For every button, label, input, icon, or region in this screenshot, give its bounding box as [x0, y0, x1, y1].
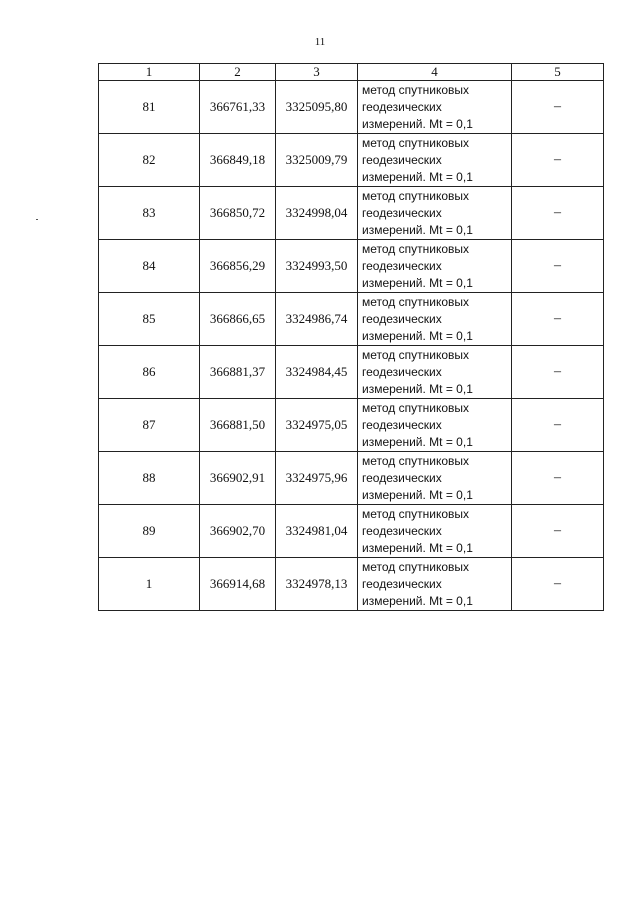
table-row	[99, 452, 604, 505]
point-number-cell: 84	[99, 240, 200, 293]
method-line: измерений. Mt = 0,1	[362, 593, 473, 608]
method-cell	[358, 240, 512, 293]
method-line: геодезических	[362, 258, 442, 273]
method-line: метод спутниковых	[362, 241, 470, 256]
table-row	[99, 505, 604, 558]
x-coordinate-cell: 366850,72	[200, 187, 276, 240]
method-line: геодезических	[362, 523, 442, 538]
note-cell: –	[512, 81, 604, 134]
note-cell: –	[512, 134, 604, 187]
method-line: измерений. Mt = 0,1	[362, 275, 473, 290]
header-note: 5	[512, 64, 604, 81]
method-line: метод спутниковых	[362, 82, 470, 97]
point-number-cell: 1	[99, 558, 200, 611]
table-row	[99, 293, 604, 346]
method-line: метод спутниковых	[362, 294, 470, 309]
method-cell	[358, 134, 512, 187]
point-number-cell: 87	[99, 399, 200, 452]
y-coordinate-cell: 3325009,79	[276, 134, 358, 187]
method-line: измерений. Mt = 0,1	[362, 381, 473, 396]
method-cell	[358, 452, 512, 505]
y-coordinate-cell: 3324986,74	[276, 293, 358, 346]
table-row	[99, 187, 604, 240]
x-coordinate-cell: 366914,68	[200, 558, 276, 611]
note-cell: –	[512, 187, 604, 240]
header-y-coordinate: 3	[276, 64, 358, 81]
margin-mark	[36, 219, 38, 220]
method-line: метод спутниковых	[362, 135, 470, 150]
method-cell	[358, 293, 512, 346]
method-line: метод спутниковых	[362, 506, 470, 521]
table-header	[99, 64, 604, 81]
point-number-cell: 81	[99, 81, 200, 134]
point-number-cell: 85	[99, 293, 200, 346]
x-coordinate-cell: 366881,37	[200, 346, 276, 399]
method-cell	[358, 399, 512, 452]
method-cell	[358, 187, 512, 240]
table-row	[99, 81, 604, 134]
method-line: метод спутниковых	[362, 400, 470, 415]
method-cell	[358, 505, 512, 558]
note-cell: –	[512, 505, 604, 558]
note-cell: –	[512, 558, 604, 611]
header-x-coordinate: 2	[200, 64, 276, 81]
method-line: метод спутниковых	[362, 559, 470, 574]
method-line: геодезических	[362, 364, 442, 379]
point-number-cell: 83	[99, 187, 200, 240]
coordinates-table	[98, 63, 604, 611]
x-coordinate-cell: 366902,91	[200, 452, 276, 505]
method-line: измерений. Mt = 0,1	[362, 328, 473, 343]
x-coordinate-cell: 366866,65	[200, 293, 276, 346]
y-coordinate-cell: 3324975,96	[276, 452, 358, 505]
method-line: геодезических	[362, 417, 442, 432]
method-line: измерений. Mt = 0,1	[362, 434, 473, 449]
y-coordinate-cell: 3324993,50	[276, 240, 358, 293]
header-point-number: 1	[99, 64, 200, 81]
table-row	[99, 240, 604, 293]
x-coordinate-cell: 366849,18	[200, 134, 276, 187]
y-coordinate-cell: 3324998,04	[276, 187, 358, 240]
method-line: метод спутниковых	[362, 188, 470, 203]
method-line: измерений. Mt = 0,1	[362, 487, 473, 502]
method-line: геодезических	[362, 152, 442, 167]
table-row	[99, 134, 604, 187]
header-row	[99, 64, 604, 81]
point-number-cell: 89	[99, 505, 200, 558]
note-cell: –	[512, 346, 604, 399]
header-method: 4	[358, 64, 512, 81]
note-cell: –	[512, 293, 604, 346]
method-cell	[358, 346, 512, 399]
note-cell: –	[512, 240, 604, 293]
point-number-cell: 86	[99, 346, 200, 399]
x-coordinate-cell: 366856,29	[200, 240, 276, 293]
method-line: геодезических	[362, 205, 442, 220]
table-row	[99, 558, 604, 611]
table-body	[99, 81, 604, 611]
method-line: геодезических	[362, 99, 442, 114]
x-coordinate-cell: 366881,50	[200, 399, 276, 452]
y-coordinate-cell: 3324984,45	[276, 346, 358, 399]
method-line: измерений. Mt = 0,1	[362, 222, 473, 237]
method-line: метод спутниковых	[362, 453, 470, 468]
method-cell	[358, 81, 512, 134]
page-number: 11	[314, 36, 326, 48]
method-line: геодезических	[362, 576, 442, 591]
y-coordinate-cell: 3324975,05	[276, 399, 358, 452]
method-line: геодезических	[362, 470, 442, 485]
point-number-cell: 82	[99, 134, 200, 187]
point-number-cell: 88	[99, 452, 200, 505]
method-line: метод спутниковых	[362, 347, 470, 362]
method-line: измерений. Mt = 0,1	[362, 540, 473, 555]
y-coordinate-cell: 3324981,04	[276, 505, 358, 558]
x-coordinate-cell: 366902,70	[200, 505, 276, 558]
table-row	[99, 346, 604, 399]
method-line: измерений. Mt = 0,1	[362, 169, 473, 184]
y-coordinate-cell: 3325095,80	[276, 81, 358, 134]
y-coordinate-cell: 3324978,13	[276, 558, 358, 611]
table-row	[99, 399, 604, 452]
note-cell: –	[512, 399, 604, 452]
method-line: измерений. Mt = 0,1	[362, 116, 473, 131]
note-cell: –	[512, 452, 604, 505]
method-cell	[358, 558, 512, 611]
method-line: геодезических	[362, 311, 442, 326]
x-coordinate-cell: 366761,33	[200, 81, 276, 134]
